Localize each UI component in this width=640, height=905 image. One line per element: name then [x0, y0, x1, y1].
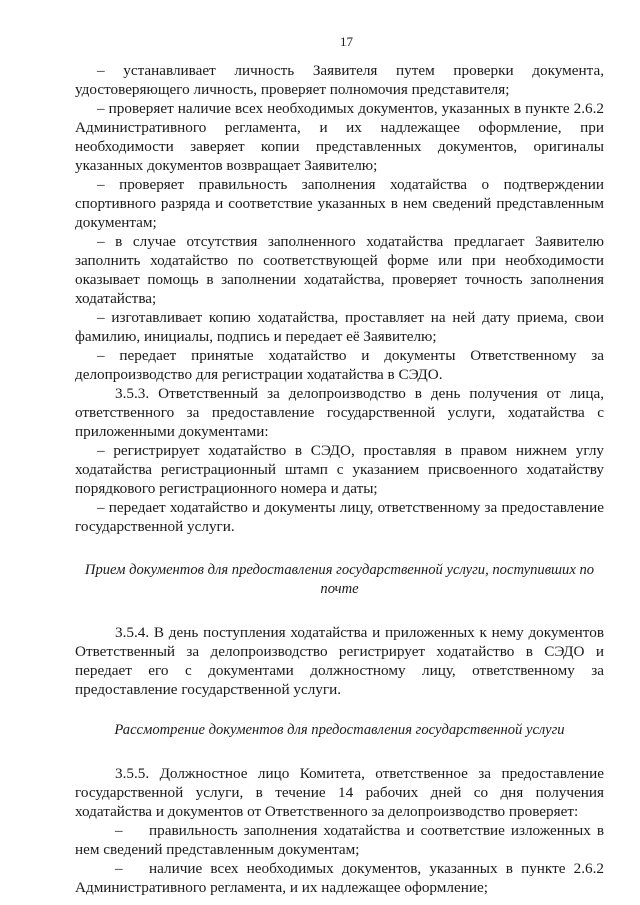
paragraph-offer-form: – в случае отсутствия заполненного ходатайства предлагает Заявителю заполнить ходатайство по соответствующей форме или при необходимости оказывает помощь в заполнении ходатайства, проверяет точность заполнения ходатайства;: [75, 233, 604, 307]
section-heading-review: Рассмотрение документов для предоставления государственной услуги: [114, 722, 565, 738]
paragraph-make-copy: – изготавливает копию ходатайства, проставляет на ней дату приема, свои фамилию, инициалы, подпись и передает её Заявителю;: [75, 309, 604, 345]
list-dash: –: [115, 860, 123, 877]
list-item-text: наличие всех необходимых документов, указанных в пункте 2.6.2 Административного регламента, и их надлежащее оформление;: [75, 860, 604, 896]
list-item-check-completeness: [75, 859, 604, 897]
list-item-check-correctness: [75, 821, 604, 859]
section-heading-mail-intake: Прием документов для предоставления государственной услуги, поступивших по почте: [84, 562, 595, 597]
list-item-text: правильность заполнения ходатайства и соответствие изложенных в нем сведений представленным документам;: [75, 822, 604, 858]
paragraph-3-5-3: 3.5.3. Ответственный за делопроизводство в день получения от лица, ответственного за предоставление государственной услуги, ходатайства с приложенными документами:: [75, 385, 604, 440]
paragraph-check-petition: – проверяет правильность заполнения ходатайства о подтверждении спортивного разряда и соответствие указанных в нем сведений представленным документам;: [75, 176, 604, 231]
list-dash: –: [115, 822, 123, 839]
paragraph-register-petition: – регистрирует ходатайство в СЭДО, проставляя в правом нижнем углу ходатайства регистрационный штамп с указанием присвоенного ходатайству порядкового регистрационного номера и даты;: [75, 442, 604, 497]
paragraph-check-documents: – проверяет наличие всех необходимых документов, указанных в пункте 2.6.2 Административного регламента, и их надлежащее оформление, при необходимости заверяет копии представленных документов, оригиналы указанных документов возвращает Заявителю;: [75, 100, 604, 174]
paragraph-3-5-4: 3.5.4. В день поступления ходатайства и приложенных к нему документов Ответственный за делопроизводство регистрирует ходатайство в СЭДО и передает его с документами должностному лицу, ответственному за предоставление государственной услуги.: [75, 624, 604, 698]
paragraph-3-5-5: 3.5.5. Должностное лицо Комитета, ответственное за предоставление государственной услуги, в течение 14 рабочих дней со дня получения ходатайства и документов от Ответственного за делопроизводство проверяет:: [75, 765, 604, 820]
paragraph-pass-to-registrar: – передает принятые ходатайство и документы Ответственному за делопроизводство для регистрации ходатайства в СЭДО.: [75, 347, 604, 383]
paragraph-verify-identity: – устанавливает личность Заявителя путем проверки документа, удостоверяющего личность, проверяет полномочия представителя;: [75, 62, 604, 98]
page-number: 17: [340, 34, 353, 49]
paragraph-transfer-documents: – передает ходатайство и документы лицу, ответственному за предоставление государственной услуги.: [75, 499, 604, 535]
